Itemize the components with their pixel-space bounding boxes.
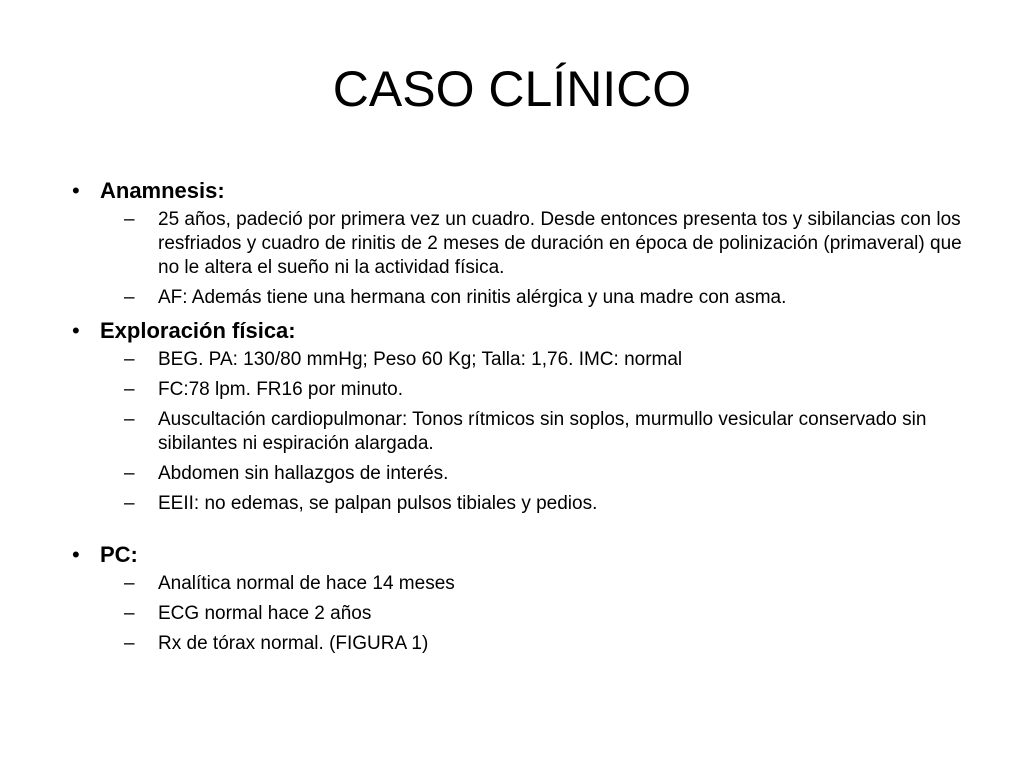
list-item [124, 632, 972, 656]
sub-list [72, 208, 972, 310]
list-item [124, 602, 972, 626]
bullet-dot: • [72, 178, 80, 203]
dash-bullet: – [124, 349, 135, 370]
list-item-text: Analítica normal de hace 14 meses [158, 573, 455, 594]
section-heading: Anamnesis: [100, 178, 225, 203]
list-item [124, 462, 972, 486]
bullet-dot: • [72, 542, 80, 567]
list-item [124, 286, 972, 310]
dash-bullet: – [124, 573, 135, 594]
list-item [124, 208, 972, 280]
dash-bullet: – [124, 463, 135, 484]
sub-list [72, 572, 972, 656]
list-item-text: Abdomen sin hallazgos de interés. [158, 463, 449, 484]
list-item-text: ECG normal hace 2 años [158, 603, 372, 624]
section-heading-row [72, 540, 972, 570]
list-item [124, 572, 972, 596]
section-heading-row [72, 316, 972, 346]
dash-bullet: – [124, 633, 135, 654]
section-heading: Exploración física: [100, 318, 296, 343]
dash-bullet: – [124, 493, 135, 514]
section-heading-row [72, 176, 972, 206]
section-pc [72, 540, 972, 656]
dash-bullet: – [124, 287, 135, 308]
list-item [124, 408, 972, 456]
list-item-text: 25 años, padeció por primera vez un cuadro. Desde entonces presenta tos y sibilancias con los resfriados y cuadro de rinitis de 2 meses de duración en época de polinización (primaveral) que no le altera el sueño ni la actividad física. [158, 209, 962, 278]
section-heading: PC: [100, 542, 138, 567]
section-anamnesis [72, 176, 972, 310]
dash-bullet: – [124, 409, 135, 430]
list-item [124, 492, 972, 516]
list-item-text: BEG. PA: 130/80 mmHg; Peso 60 Kg; Talla: 1,76. IMC: normal [158, 349, 683, 370]
list-item [124, 348, 972, 372]
list-item-text: AF: Además tiene una hermana con rinitis alérgica y una madre con asma. [158, 287, 787, 308]
list-item [124, 378, 972, 402]
slide-title: CASO CLÍNICO [332, 61, 692, 117]
list-item-text: EEII: no edemas, se palpan pulsos tibiales y pedios. [158, 493, 598, 514]
bullet-dot: • [72, 318, 80, 343]
section-exploracion-fisica [72, 316, 972, 516]
slide-body [72, 176, 972, 662]
list-item-text: Auscultación cardiopulmonar: Tonos rítmicos sin soplos, murmullo vesicular conservado sin sibilantes ni espiración alargada. [158, 409, 927, 454]
list-item-text: FC:78 lpm. FR16 por minuto. [158, 379, 403, 400]
dash-bullet: – [124, 209, 135, 230]
list-item-text: Rx de tórax normal. (FIGURA 1) [158, 633, 429, 654]
sub-list [72, 348, 972, 516]
dash-bullet: – [124, 379, 135, 400]
dash-bullet: – [124, 603, 135, 624]
